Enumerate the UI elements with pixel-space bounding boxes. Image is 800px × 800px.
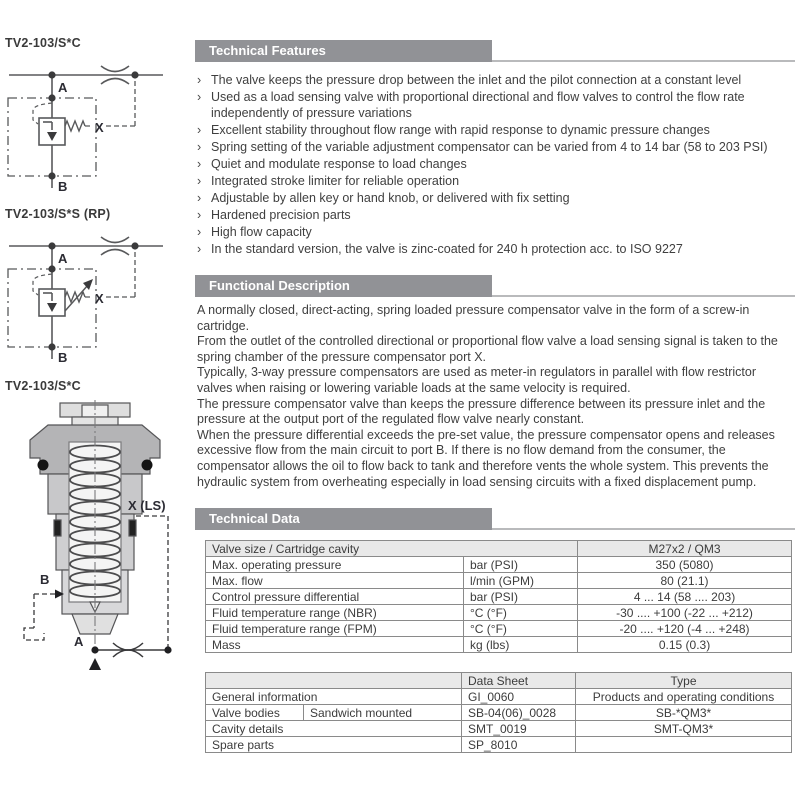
ref-category: Spare parts <box>206 737 462 753</box>
list-item: › Excellent stability throughout flow range with rapid response to dynamic pressure changes <box>197 122 710 137</box>
table-row <box>206 689 792 705</box>
ref-type: SB-*QM3* <box>576 705 792 721</box>
hydraulic-schematic-adjustable <box>5 229 175 369</box>
orifice-symbol <box>113 650 143 657</box>
bullet-icon: › <box>197 190 202 205</box>
table-row <box>206 637 792 653</box>
spec-value: -20 .... +120 (-4 ... +248) <box>578 621 792 637</box>
port-x-label: X <box>95 120 104 135</box>
content-column <box>195 0 795 800</box>
section-functional-description <box>195 275 795 297</box>
paragraph: Typically, 3-way pressure compensators are used as meter-in regulators in parallel with flow restrictor valves when raising or lowering variable loads at the same velocity is required. <box>197 365 757 395</box>
port-a-label: A <box>58 80 68 95</box>
spec-value: 0.15 (0.3) <box>578 637 792 653</box>
table-row <box>206 541 792 557</box>
bullet-icon: › <box>197 73 202 87</box>
ref-category: Cavity details <box>206 721 462 737</box>
functional-description-text <box>197 303 791 490</box>
table-row <box>206 673 792 689</box>
diagram-1-title: TV2-103/S*C <box>5 36 81 50</box>
bullet-icon: › <box>197 241 202 256</box>
list-item: › Quiet and modulate response to load changes <box>197 156 467 171</box>
ref-category: General information <box>206 689 462 705</box>
table-row <box>206 573 792 589</box>
table-row <box>206 557 792 573</box>
section-bar: Functional Description <box>195 275 492 297</box>
ref-datasheet: SMT_0019 <box>462 721 576 737</box>
port-x-label: X <box>95 291 104 306</box>
bullet-icon: › <box>197 173 202 188</box>
spec-label: Fluid temperature range (FPM) <box>206 621 464 637</box>
spec-value: M27x2 / QM3 <box>578 541 792 557</box>
cartridge-cross-section <box>10 398 190 678</box>
port-b-label: B <box>58 179 68 194</box>
paragraph: When the pressure differential exceeds the pre-set value, the pressure compensator opens and releases excessive flow from the main circuit to port B. If there is no flow demand from the consumer, the compensator allows the oil to flow back to tank and therefore vents the whole system. This prevents the hydraulic system from overheating especially in load sensing circuits with a fixed displacement pump. <box>197 427 775 489</box>
list-item: › High flow capacity <box>197 224 312 239</box>
table-row <box>206 737 792 753</box>
b-port-line <box>24 594 44 640</box>
spec-unit: bar (PSI) <box>464 589 578 605</box>
section-bar: Technical Features <box>195 40 492 62</box>
list-item: › Adjustable by allen key or hand knob, or delivered with fix setting <box>197 190 570 205</box>
ref-category: Valve bodies <box>206 705 304 721</box>
adjustment-arrow <box>65 285 88 311</box>
port-b-label: B <box>58 350 68 365</box>
section-technical-features <box>195 40 795 62</box>
ref-subcategory: Sandwich mounted <box>304 705 462 721</box>
spec-unit: l/min (GPM) <box>464 573 578 589</box>
spec-label: Max. flow <box>206 573 464 589</box>
bullet-icon: › <box>197 122 202 137</box>
spec-unit: kg (lbs) <box>464 637 578 653</box>
spec-value: 80 (21.1) <box>578 573 792 589</box>
bullet-icon: › <box>197 156 202 171</box>
list-item: › In the standard version, the valve is zinc-coated for 240 h protection acc. to ISO 9227 <box>197 241 683 256</box>
spec-label: Valve size / Cartridge cavity <box>206 541 578 557</box>
ref-type <box>576 737 792 753</box>
spec-value: 4 ... 14 (58 .... 203) <box>578 589 792 605</box>
ref-datasheet: SB-04(06)_0028 <box>462 705 576 721</box>
spec-unit: bar (PSI) <box>464 557 578 573</box>
table-row <box>206 705 792 721</box>
ref-datasheet: SP_8010 <box>462 737 576 753</box>
a-port-arrow <box>89 658 101 670</box>
a-label: A <box>74 634 84 649</box>
b-label: B <box>40 572 50 587</box>
diagram-2-title: TV2-103/S*S (RP) <box>5 207 111 221</box>
table-row <box>206 605 792 621</box>
feature-list <box>197 73 791 259</box>
spec-unit: °C (°F) <box>464 621 578 637</box>
section-bar: Technical Data <box>195 508 492 530</box>
spec-label: Max. operating pressure <box>206 557 464 573</box>
list-item: › Hardened precision parts <box>197 207 351 222</box>
bullet-icon: › <box>197 139 202 154</box>
spec-label: Mass <box>206 637 464 653</box>
ref-datasheet: GI_0060 <box>462 689 576 705</box>
spec-label: Control pressure differential <box>206 589 464 605</box>
table-row <box>206 721 792 737</box>
ref-category <box>206 673 462 689</box>
bullet-icon: › <box>197 90 202 104</box>
diagram-column <box>0 0 195 800</box>
bullet-icon: › <box>197 224 202 239</box>
spec-unit: °C (°F) <box>464 605 578 621</box>
list-item: › The valve keeps the pressure drop between the inlet and the pilot connection at a constant level <box>197 73 742 87</box>
paragraph: The pressure compensator valve than keeps the pressure difference between its pressure inlet and the pressure at the output port of the regulated flow valve nearly constant. <box>197 396 766 427</box>
technical-data-table <box>205 540 792 653</box>
table-row <box>206 621 792 637</box>
ref-type: SMT-QM3* <box>576 721 792 737</box>
spec-value: 350 (5080) <box>578 557 792 573</box>
list-item: › Spring setting of the variable adjustment compensator can be varied from 4 to 14 bar (58 to 203 PSI) <box>197 139 768 154</box>
paragraph: From the outlet of the controlled directional or proportional flow valve a load sensing signal is taken to the spring chamber of the pressure compensator port X. <box>197 334 778 364</box>
x-ls-label: X (LS) <box>128 498 166 513</box>
ref-type: Products and operating conditions <box>576 689 792 705</box>
ref-type-header: Type <box>576 673 792 689</box>
table-row <box>206 589 792 605</box>
port-a-label: A <box>58 251 68 266</box>
ref-datasheet-header: Data Sheet <box>462 673 576 689</box>
list-item: › Integrated stroke limiter for reliable operation <box>197 173 460 188</box>
reference-table <box>205 672 792 753</box>
list-item: › Used as a load sensing valve with proportional directional and flow valves to control the flow rate independently of pressure variations <box>197 90 745 120</box>
paragraph: A normally closed, direct-acting, spring loaded pressure compensator valve in the form of a screw-in cartridge. <box>197 303 750 333</box>
hydraulic-schematic-fixed <box>5 58 175 198</box>
spec-label: Fluid temperature range (NBR) <box>206 605 464 621</box>
spec-value: -30 .... +100 (-22 ... +212) <box>578 605 792 621</box>
diagram-3-title: TV2-103/S*C <box>5 379 81 393</box>
section-technical-data <box>195 508 795 530</box>
bullet-icon: › <box>197 207 202 222</box>
